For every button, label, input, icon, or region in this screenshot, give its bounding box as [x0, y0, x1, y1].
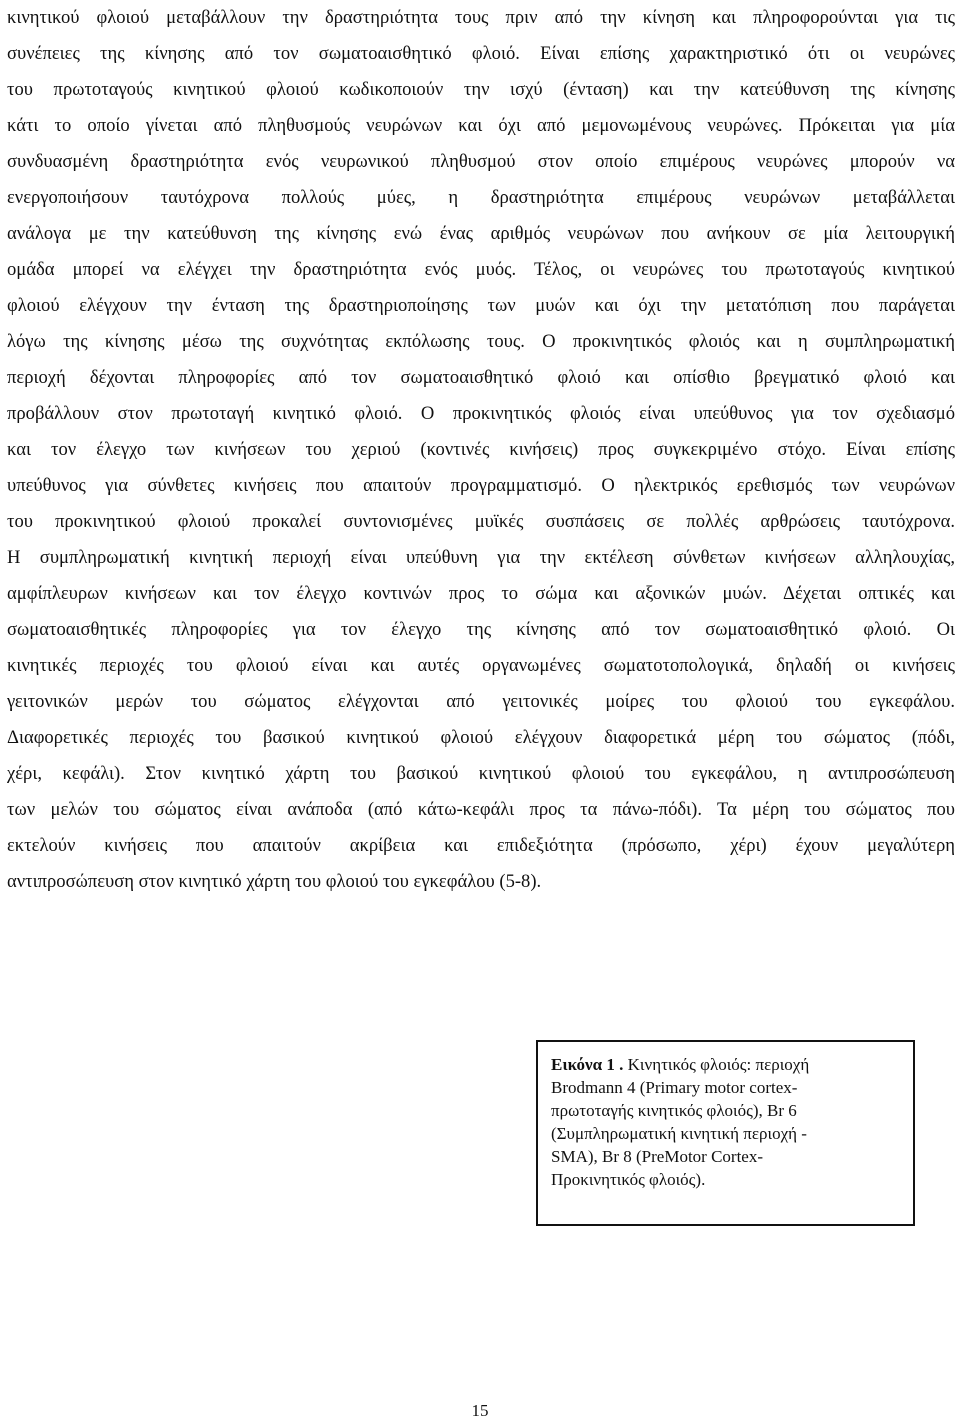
text-line: αντιπροσώπευση στον κινητικό χάρτη του φλοιού του εγκεφάλου (5-8).: [7, 871, 542, 892]
caption-line: [551, 1054, 809, 1076]
text-line: συνδυασμένη δραστηριότητα ενός νευρωνικού πληθυσμού στον οποίο επιμέρους νευρώνες μπορούν να: [7, 151, 955, 172]
text-line: του προκινητικού φλοιού προκαλεί συντονισμένες μυϊκές συσπάσεις σε πολλές αρθρώσεις ταυτόχρονα.: [7, 511, 955, 532]
text-line: Διαφορετικές περιοχές του βασικού κινητικού φλοιού ελέγχουν διαφορετικά μέρη του σώματος (πόδι,: [7, 727, 955, 748]
page-number: 15: [471, 1401, 489, 1420]
text-line: αμφίπλευρων κινήσεων και τον έλεγχο κοντινών προς το σώμα και αξονικών μυών. Δέχεται οπτικές και: [7, 583, 955, 604]
text-line: των μελών του σώματος είναι ανάποδα (από κάτω-κεφάλι προς τα πάνω-πόδι). Τα μέρη του σώματος που: [7, 799, 955, 820]
text-line: του πρωτοταγούς κινητικού φλοιού κωδικοποιούν την ισχύ (ένταση) και την κατεύθυνση της κίνησης: [7, 79, 955, 100]
caption-label: Εικόνα 1 .: [551, 1055, 624, 1074]
text-line: γειτονικών μερών του σώματος ελέγχονται από γειτονικές μοίρες του φλοιού του εγκεφάλου.: [7, 691, 955, 712]
caption-line: SMA), Br 8 (PreMotor Cortex-: [551, 1147, 764, 1166]
text-line: χέρι, κεφάλι). Στον κινητικό χάρτη του βασικού κινητικού φλοιού του εγκεφάλου, η αντιπροσώπευση: [7, 763, 955, 784]
text-line: ομάδα μπορεί να ελέγχει την δραστηριότητα ενός μυός. Τέλος, οι νευρώνες του πρωτοταγούς κινητικού: [7, 259, 955, 280]
figure-caption-box: [536, 1040, 915, 1226]
text-line: κάτι το οποίο γίνεται από πληθυσμούς νευρώνων και όχι από μεμονωμένους νευρώνες. Πρόκειται για μία: [7, 115, 955, 136]
caption-line: (Συμπληρωματική κινητική περιοχή -: [551, 1124, 807, 1143]
text-line: λόγω της κίνησης μέσω της συχνότητας εκπόλωσης τους. Ο προκινητικός φλοιός και η συμπληρωματική: [7, 331, 955, 352]
text-line: συνέπειες της κίνησης από τον σωματοαισθητικό φλοιό. Είναι επίσης χαρακτηριστικό ότι οι νευρώνες: [7, 43, 955, 64]
text-line: ενεργοποιήσουν ταυτόχρονα πολλούς μύες, η δραστηριότητα επιμέρους νευρώνων μεταβάλλεται: [7, 187, 955, 208]
caption-line: Brodmann 4 (Primary motor cortex-: [551, 1078, 798, 1097]
text-line: και τον έλεγχο των κινήσεων του χεριού (κοντινές κινήσεις) προς συγκεκριμένο στόχο. Είναι επίσης: [7, 439, 955, 460]
caption-text: Κινητικός φλοιός: περιοχή: [623, 1055, 810, 1074]
text-line: κινητικές περιοχές του φλοιού είναι και αυτές οργανωμένες σωματοτοπολογικά, δηλαδή οι κινήσεις: [7, 655, 955, 676]
text-line: ανάλογα με την κατεύθυνση της κίνησης ενώ ένας αριθμός νευρώνων που ανήκουν σε μία λειτουργική: [7, 223, 955, 244]
text-line: περιοχή δέχονται πληροφορίες από τον σωματοαισθητικό φλοιό και οπίσθιο βρεγματικό φλοιό και: [7, 367, 955, 388]
text-line: φλοιού ελέγχουν την ένταση της δραστηριοποίησης των μυών και όχι την μετατόπιση που παράγεται: [7, 295, 955, 316]
caption-line: πρωτοταγής κινητικός φλοιός), Br 6: [551, 1101, 797, 1120]
text-line: προβάλλουν στον πρωτοταγή κινητικό φλοιό. Ο προκινητικός φλοιός είναι υπεύθυνος για τον σχεδιασμό: [7, 403, 955, 424]
text-line: υπεύθυνος για σύνθετες κινήσεις που απαιτούν προγραμματισμό. Ο ηλεκτρικός ερεθισμός των νευρώνων: [7, 475, 955, 496]
text-line: σωματοαισθητικές πληροφορίες για τον έλεγχο της κίνησης από τον σωματοαισθητικό φλοιό. Οι: [7, 619, 955, 640]
text-line: εκτελούν κινήσεις που απαιτούν ακρίβεια και επιδεξιότητα (πρόσωπο, χέρι) έχουν μεγαλύτερη: [7, 835, 955, 856]
text-line: κινητικού φλοιού μεταβάλλουν την δραστηριότητα τους πριν από την κίνηση και πληροφορούνται για τις: [7, 7, 955, 28]
caption-line: Προκινητικός φλοιός).: [551, 1170, 706, 1189]
text-line: Η συμπληρωματική κινητική περιοχή είναι υπεύθυνη για την εκτέλεση σύνθετων κινήσεων αλληλουχίας,: [7, 547, 955, 568]
